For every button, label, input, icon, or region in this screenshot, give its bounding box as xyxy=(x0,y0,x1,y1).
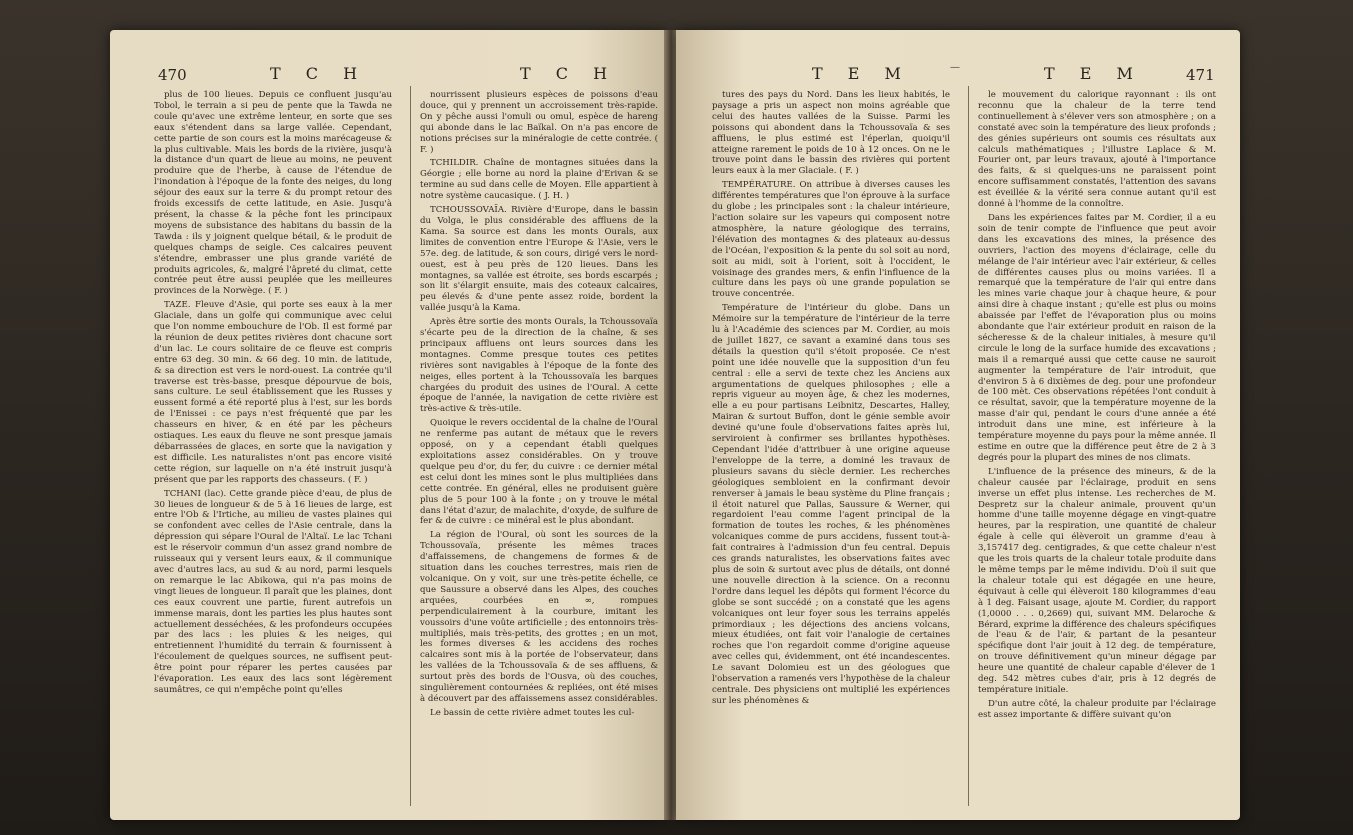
running-header-left: T E M xyxy=(812,64,911,83)
paragraph: La région de l'Oural, où sont les sources de la Tchoussovaïa, présente les mêmes traces d'affaissemens, de changemens de formes & de situation dans les couches terrestres, mais rien de volcanique. On y voit, sur une très-petite échelle, ce que Saussure a observé dans les Alpes, des couches arquées, courbées en ∞, rompues perpendiculairement à la courbure, imitant les voussoirs d'une voûte artificielle ; des entonnoirs très-multipliés, mais très-petits, des grottes ; en un mot, les formes diverses & les accidens des roches calcaires sont mis à la portée de l'observateur, dans les vallées de la Tchoussovaïa & de ses affluens, & surtout près des bords de l'Ousva, où des couches, singulièrement contournées & repliées, ont été mises à découvert par des affaissemens assez considérables. xyxy=(420,530,658,704)
paragraph: L'influence de la présence des mineurs, & de la chaleur causée par l'éclairage, produit en sens inverse un effet plus intense. Les recherches de M. Despretz sur la chaleur animale, prouvent qu'un homme d'une taille moyenne dégage en vingt-quatre heures, par la respiration, une quantité de chaleur égale à celle qui élèveroit un gramme d'eau à 3,157417 deg. centigrades, & que cette chaleur n'est que les trois quarts de la chaleur totale produite dans le même temps par le même individu. D'où il suit que la chaleur totale qui est dégagée en une heure, équivaut à celle qui élèveroit 180 kilogrammes d'eau à 1 deg. Faisant usage, ajoute M. Cordier, du rapport (1,0000 . . . 0,2669) qui, suivant MM. Delaroche & Bérard, exprime la différence des chaleurs spécifiques de l'eau & de l'air, & partant de la pesanteur spécifique dont l'air jouit à 12 deg. de température, on trouve définitivement qu'un mineur dégage par heure une quantité de chaleur capable d'élever de 1 deg. 542 mètres cubes d'air, pris à 12 degrés de température initiale. xyxy=(978,466,1217,695)
page-number: 471 xyxy=(1186,66,1215,84)
paragraph: Le bassin de cette rivière admet toutes les cul- xyxy=(430,707,635,718)
header-mark: — xyxy=(950,62,960,73)
left-page xyxy=(110,30,666,820)
paragraph: D'un autre côté, la chaleur produite par l'éclairage est assez importante & diffère suivant qu'on xyxy=(978,698,1216,720)
paragraph: TCHILDIR. Chaîne de montagnes situées dans la Géorgie ; elle borne au nord la plaine d'Erivan & se termine au sud dans celle de Moyen. Elle appartient à notre système caucasique. ( J. H. ) xyxy=(420,158,658,202)
paragraph: le mouvement du calorique rayonnant : ils ont reconnu que la chaleur de la terre tend continuellement à s'élever vers son atmosphère ; on a constaté avec soin la température des lieux profonds ; des génies supérieurs ont soumis ces résultats aux calculs mathématiques ; l'illustre Laplace & M. Fourier ont, par leurs travaux, ajouté à l'importance des faits, & si quelques-uns ne paraissent point encore suffisamment constatés, l'attention des savans est éveillée & la vérité sera connue autant qu'il est donné à l'homme de la connoître. xyxy=(978,90,1216,210)
running-header-right: T E M xyxy=(1044,64,1143,83)
text-column-1 xyxy=(712,90,950,710)
paragraph: TAZE. Fleuve d'Asie, qui porte ses eaux à la mer Glaciale, dans un golfe qui communique avec celui que l'on nomme embouchure de l'Ob. Il est formé par la réunion de deux petites rivières dont chacune sort d'un lac. Le cours solitaire de ce fleuve est compris entre 63 deg. 30 min. & 66 deg. 10 min. de latitude, & sa direction est vers le nord-ouest. La contrée qu'il traverse est très-basse, presque dépourvue de bois, sans culture. Le seul établissement que les Russes y eussent formé a été reporté plus à l'est, sur les bords de l'Enissei : ce pays n'est fréquenté que par les chasseurs en hiver, & en été par les pêcheurs ostiaques. Les eaux du fleuve ne sont presque jamais débarrassées de glaces, en sorte que la navigation y est difficile. Les naturalistes n'ont pas encore visité cette région, sur laquelle on n'a été instruit jusqu'à présent que par les rapports des chasseurs. ( F. ) xyxy=(154,300,392,485)
paragraph: Après être sortie des monts Ourals, la Tchoussovaïa s'écarte peu de la direction de la chaîne, & ses principaux affluens ont leurs sources dans les montagnes. Comme presque toutes ces petites rivières sont navigables à l'époque de la fonte des neiges, elles portent à la Tchoussovaïa les barques chargées du produit des usines de l'Oural. A cette époque de l'année, la navigation de cette rivière est très-active & très-utile. xyxy=(420,317,658,415)
page-number: 470 xyxy=(158,66,187,84)
column-divider xyxy=(410,86,411,806)
paragraph: nourrissent plusieurs espèces de poissons d'eau douce, qui y prennent un accroissement très-rapide. On y pêche aussi l'omuli ou omul, espèce de hareng qui abonde dans le lac Baïkal. On n'a pas encore de notions précises sur la minéralogie de cette contrée. ( F. ) xyxy=(420,90,658,155)
running-header-right: T C H xyxy=(520,64,618,83)
text-column-2 xyxy=(978,90,1216,724)
column-divider xyxy=(968,86,969,806)
paragraph: Quoique le revers occidental de la chaîne de l'Oural ne renferme pas autant de métaux que le revers opposé, on y a cependant établi quelques exploitations assez considérables. On y trouve quelque peu d'or, du fer, du cuivre : ce dernier métal est celui dont les mines sont le plus multipliées dans cette contrée. En général, elles ne produisent guère plus de 5 pour 100 à la fonte ; on y trouve le métal dans l'état d'azur, de malachite, d'oxyde, de sulfure de fer & de cuivre : ce minéral est le plus abondant. xyxy=(420,418,658,527)
running-header-left: T C H xyxy=(270,64,368,83)
paragraph: Dans les expériences faites par M. Cordier, il a eu soin de tenir compte de l'influence que peut avoir dans les excavations des mines, la présence des ouvriers, l'action des moyens d'éclairage, celle du mélange de l'air intérieur avec l'air extérieur, & celles de différentes causes plus ou moins variées. Il a remarqué que la température de l'air qui entre dans les mines varie chaque jour à chaque heure, & pour ainsi dire à chaque instant ; qu'elle est plus ou moins abaissée par l'effet de l'évaporation plus ou moins abondante que l'air extérieur produit en raison de la sécheresse & de la chaleur initiales, à mesure qu'il circule le long de la surface humide des excavations ; mais il a remarqué aussi que cette cause ne sauroit augmenter la température de l'air introduit, que d'environ 5 à 6 dixièmes de deg. pour une profondeur de 100 mèt. Ces observations répétées l'ont conduit à ce résultat, savoir, que la température moyenne de la masse d'air qui, pendant le cours d'une année a été introduit dans une mine, est inférieure à la température moyenne du pays pour la même année. Il estime en outre que la différence peut être de 2 à 3 degrés pour la plupart des mines de nos climats. xyxy=(978,212,1216,463)
paragraph: TCHANI (lac). Cette grande pièce d'eau, de plus de 30 lieues de longueur & de 5 à 16 lieues de large, est entre l'Ob & l'Irtiche, au milieu de vastes plaines qui se confondent avec celles de l'Asie centrale, dans la dépression qui sépare l'Oural de l'Altaï. Le lac Tchani est le réservoir commun d'un assez grand nombre de ruisseaux qui y versent leurs eaux, & il communique avec d'autres lacs, au sud & au nord, parmi lesquels on remarque le lac Abikowa, qui n'a pas moins de vingt lieues de longueur. Il paraît que les plaines, dont ces eaux couvrent une partie, furent autrefois un immense marais, dont les parties les plus hautes sont actuellement desséchées, & les profondeurs occupées par des lacs : les pluies & les neiges, qui entretiennent l'humidité du terrain & fournissent à l'écoulement de quelques sources, ne suffisent peut-être point pour réparer les pertes causées par l'évaporation. Les eaux des lacs sont légèrement saumâtres, ce qui n'empêche point qu'elles xyxy=(154,488,393,695)
right-page xyxy=(676,30,1240,820)
paragraph: Température de l'intérieur du globe. Dans un Mémoire sur la température de l'intérieur de la terre lu à l'Académie des sciences par M. Cordier, au mois de juillet 1827, ce savant a examiné dans tous ses détails la question qu'il s'étoit proposée. Ce n'est point une idée nouvelle que la supposition d'un feu central : elle a servi de texte chez les Anciens aux argumentations de quelques philosophes ; elle a repris vigueur au moyen âge, & chez les modernes, elle a eu pour partisans Leibnitz, Descartes, Halley, Mairan & surtout Buffon, dont le génie semble avoir deviné qu'une foule d'observations faites après lui, serviroient à confirmer ses brillantes hypothèses. Cependant l'idée d'attribuer à une origine aqueuse l'enveloppe de la terre, a dominé les travaux de plusieurs savans du siècle dernier. Les recherches géologiques sembloient en la confirmant devoir renverser à jamais le beau système du Pline français ; il étoit naturel que Pallas, Saussure & Werner, qui regardoient l'eau comme l'agent principal de la formation de toutes les roches, & les phénomènes volcaniques comme de purs accidens, fussent tout-à-fait contraires à l'admission d'un feu central. Depuis ces grands naturalistes, les observations faites avec plus de soin & surtout avec plus de détails, ont donné une nouvelle direction à la science. On a reconnu l'ordre dans lequel les dépôts qui forment l'écorce du globe se sont succédé ; on a constaté que les agens volcaniques ont leur foyer sous les terrains appelés primordiaux ; les déjections des anciens volcans, mieux étudiées, ont fait voir l'analogie de certaines roches que l'on regardoit comme d'origine aqueuse avec celles qui, évidemment, ont été incandescentes. Le savant Dolomieu est un des géologues que l'observation a ramenés vers l'hypothèse de la chaleur centrale. Des physiciens ont multiplié les expériences sur les phénomènes & xyxy=(712,303,950,706)
paragraph: TEMPÉRATURE. On attribue à diverses causes les différentes températures que l'on éprouve à la surface du globe ; les principales sont : la chaleur intérieure, l'action solaire sur les vapeurs qui composent notre atmosphère, la nature géologique des terrains, l'élévation des montagnes & des plateaux au-dessus de l'Océan, l'exposition & la pente du sol soit au nord, soit au midi, soit à l'orient, soit à l'occident, le voisinage des grandes mers, & enfin l'influence de la culture dans les pays où une grande population se trouve concentrée. xyxy=(712,180,950,300)
text-column-2 xyxy=(420,90,658,722)
paragraph: tures des pays du Nord. Dans les lieux habités, le paysage a pris un aspect non moins agréable que celui des hautes vallées de la Suisse. Parmi les poissons qui abondent dans la Tchoussovaïa & ses affluens, le plus estimé est l'éperlan, quoiqu'il atteigne rarement le poids de 10 à 12 onces. On ne le trouve point dans le bassin des rivières qui portent leurs eaux à la mer Glaciale. ( F. ) xyxy=(712,90,950,177)
text-column-1 xyxy=(154,90,392,699)
paragraph: TCHOUSSOVAÏA. Rivière d'Europe, dans le bassin du Volga, le plus considérable des affluens de la Kama. Sa source est dans les monts Ourals, aux limites de convention entre l'Europe & l'Asie, vers le 57e. deg. de latitude, & son cours, dirigé vers le nord-ouest, est à peu près de 120 lieues. Dans les montagnes, sa vallée est étroite, ses bords escarpés ; son lit s'élargit ensuite, mais des coteaux calcaires, peu élevés & d'une pente assez roide, bordent la vallée jusqu'à la Kama. xyxy=(420,205,658,314)
paragraph: plus de 100 lieues. Depuis ce confluent jusqu'au Tobol, le terrain a si peu de pente que la Tawda ne coule qu'avec une extrême lenteur, en sorte que ses eaux s'étendent dans sa large vallée. Cependant, cette partie de son cours est la moins marécageuse & la plus cultivable. Mais les bords de la rivière, jusqu'à la distance d'un quart de lieue au moins, ne peuvent produire que de l'herbe, à cause de l'étendue de l'inondation à l'époque de la fonte des neiges, du long séjour des eaux sur la terre & du prompt retour des froids excessifs de cette latitude, en Asie. Jusqu'à présent, la chasse & la pêche font les principaux moyens de subsistance des habitans du bassin de la Tawda : ils y joignent quelque bétail, & le produit de quelques champs de seigle. Ces calcaires peuvent s'étendre, embrasser une plus grande variété de produits agricoles, &, malgré l'âpreté du climat, cette contrée peut être aussi peuplée que les meilleures provinces de la Norwège. ( F. ) xyxy=(154,90,392,297)
